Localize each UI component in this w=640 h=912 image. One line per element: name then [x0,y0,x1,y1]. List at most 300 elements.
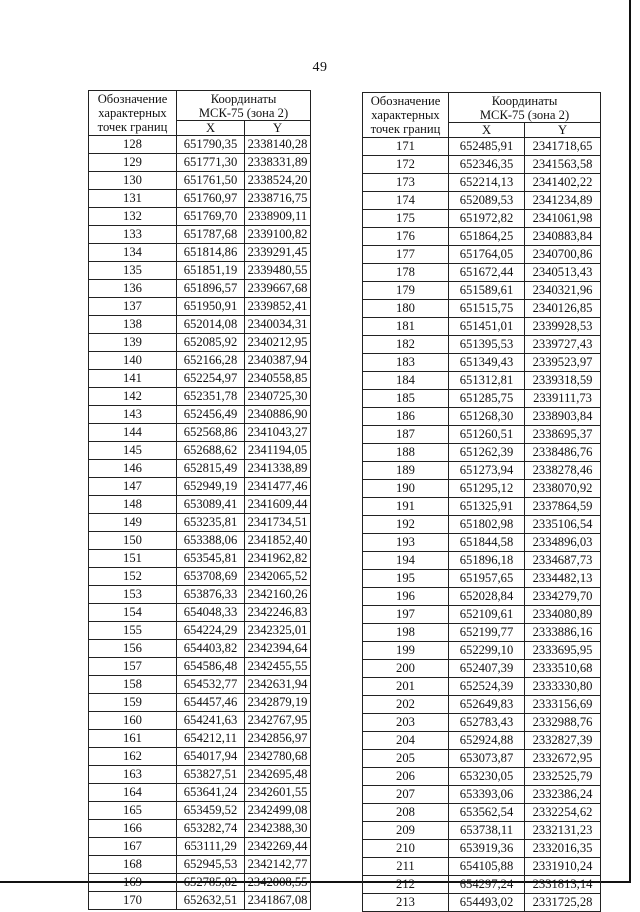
y-coordinate-cell: 2342160,26 [245,586,311,604]
point-number-cell: 206 [363,768,449,786]
point-number-cell: 158 [89,676,177,694]
x-coordinate-cell: 653073,87 [449,750,525,768]
x-coordinate-cell: 654224,29 [177,622,245,640]
x-coordinate-cell: 652109,61 [449,606,525,624]
table-row [89,262,311,280]
y-coordinate-cell: 2334896,03 [525,534,601,552]
table-row [89,820,311,838]
table-row [89,712,311,730]
y-coordinate-cell: 2340725,30 [245,388,311,406]
y-coordinate-cell: 2341477,46 [245,478,311,496]
table-row [363,696,601,714]
point-number-cell: 179 [363,282,449,300]
table-row [363,642,601,660]
y-coordinate-cell: 2334279,70 [525,588,601,606]
x-coordinate-cell: 651764,05 [449,246,525,264]
point-number-cell: 137 [89,298,177,316]
table-row [363,786,601,804]
y-coordinate-cell: 2338070,92 [525,480,601,498]
table-row [363,606,601,624]
y-coordinate-cell: 2341234,89 [525,192,601,210]
table-row [363,534,601,552]
y-coordinate-cell: 2333510,68 [525,660,601,678]
x-coordinate-cell: 651790,35 [177,136,245,154]
table-row [89,244,311,262]
point-number-cell: 173 [363,174,449,192]
point-number-cell: 192 [363,516,449,534]
table-row [363,372,601,390]
x-coordinate-cell: 652085,92 [177,334,245,352]
x-coordinate-cell: 652254,97 [177,370,245,388]
y-coordinate-cell: 2340513,43 [525,264,601,282]
designation-header [89,91,177,136]
table-row [363,210,601,228]
point-number-cell: 129 [89,154,177,172]
y-coordinate-cell: 2341962,82 [245,550,311,568]
y-header: Y [245,121,311,136]
y-coordinate-cell: 2342879,19 [245,694,311,712]
x-coordinate-cell: 651349,43 [449,354,525,372]
y-coordinate-cell: 2339852,41 [245,298,311,316]
table-row [363,804,601,822]
y-coordinate-cell: 2342065,52 [245,568,311,586]
table-row [363,876,601,894]
y-coordinate-cell: 2332525,79 [525,768,601,786]
x-coordinate-cell: 653641,24 [177,784,245,802]
y-coordinate-cell: 2340883,84 [525,228,601,246]
y-coordinate-cell: 2334482,13 [525,570,601,588]
point-number-cell: 195 [363,570,449,588]
y-coordinate-cell: 2342601,55 [245,784,311,802]
point-number-cell: 145 [89,442,177,460]
x-coordinate-cell: 652632,51 [177,892,245,910]
table-row [363,660,601,678]
x-coordinate-cell: 654586,48 [177,658,245,676]
x-coordinate-cell: 653388,06 [177,532,245,550]
table-row [89,460,311,478]
table-row [363,228,601,246]
y-coordinate-cell: 2342767,95 [245,712,311,730]
y-coordinate-cell: 2342695,48 [245,766,311,784]
point-number-cell: 139 [89,334,177,352]
table-row [89,676,311,694]
x-coordinate-cell: 653708,69 [177,568,245,586]
y-coordinate-cell: 2338695,37 [525,426,601,444]
point-number-cell: 164 [89,784,177,802]
table-row [89,424,311,442]
table-row [363,336,601,354]
table-body-right [363,138,601,912]
table-row [363,426,601,444]
table-row [89,766,311,784]
table-body-left [89,136,311,910]
point-number-cell: 176 [363,228,449,246]
x-coordinate-cell: 652166,28 [177,352,245,370]
y-coordinate-cell: 2342325,01 [245,622,311,640]
x-coordinate-cell: 654493,02 [449,894,525,912]
x-coordinate-cell: 652028,84 [449,588,525,606]
y-header: Y [525,123,601,138]
x-coordinate-cell: 651285,75 [449,390,525,408]
table-row [363,750,601,768]
table-row [89,514,311,532]
point-number-cell: 204 [363,732,449,750]
x-coordinate-cell: 651515,75 [449,300,525,318]
table-row [89,388,311,406]
table-row [89,478,311,496]
y-coordinate-cell: 2333886,16 [525,624,601,642]
table-row [363,516,601,534]
x-coordinate-cell: 652785,82 [177,874,245,892]
x-coordinate-cell: 651864,25 [449,228,525,246]
coordinates-header [177,91,311,121]
y-coordinate-cell: 2342780,68 [245,748,311,766]
y-coordinate-cell: 2331725,28 [525,894,601,912]
x-coordinate-cell: 652815,49 [177,460,245,478]
y-coordinate-cell: 2339480,55 [245,262,311,280]
coordinates-table-right [362,92,601,912]
table-row [363,138,601,156]
x-coordinate-cell: 651451,01 [449,318,525,336]
point-number-cell: 198 [363,624,449,642]
table-row [89,856,311,874]
y-coordinate-cell: 2342455,55 [245,658,311,676]
y-coordinate-cell: 2332827,39 [525,732,601,750]
x-coordinate-cell: 652485,91 [449,138,525,156]
table-row [363,264,601,282]
y-coordinate-cell: 2338716,75 [245,190,311,208]
x-coordinate-cell: 652456,49 [177,406,245,424]
table-row [89,730,311,748]
point-number-cell: 146 [89,460,177,478]
x-coordinate-cell: 652199,77 [449,624,525,642]
x-header: X [177,121,245,136]
y-coordinate-cell: 2341563,58 [525,156,601,174]
x-coordinate-cell: 652299,10 [449,642,525,660]
x-coordinate-cell: 653827,51 [177,766,245,784]
point-number-cell: 190 [363,480,449,498]
table-row [363,678,601,696]
x-coordinate-cell: 652949,19 [177,478,245,496]
x-coordinate-cell: 654297,24 [449,876,525,894]
y-coordinate-cell: 2342631,94 [245,676,311,694]
table-row [363,840,601,858]
x-coordinate-cell: 651760,97 [177,190,245,208]
table-row [89,154,311,172]
table-row [89,280,311,298]
table-row [363,390,601,408]
table-row [363,480,601,498]
coordinates-header-line: Координаты [210,91,277,106]
table-row [363,282,601,300]
x-coordinate-cell: 652945,53 [177,856,245,874]
table-row [89,190,311,208]
coordinates-header-line: Координаты [491,93,558,108]
y-coordinate-cell: 2334687,73 [525,552,601,570]
x-coordinate-cell: 653111,29 [177,838,245,856]
point-number-cell: 203 [363,714,449,732]
point-number-cell: 171 [363,138,449,156]
point-number-cell: 141 [89,370,177,388]
table-row [363,894,601,912]
point-number-cell: 207 [363,786,449,804]
y-coordinate-cell: 2342499,08 [245,802,311,820]
x-coordinate-cell: 653562,54 [449,804,525,822]
table-row [363,408,601,426]
y-coordinate-cell: 2332386,24 [525,786,601,804]
point-number-cell: 170 [89,892,177,910]
designation-header [363,93,449,138]
point-number-cell: 194 [363,552,449,570]
table-row [89,136,311,154]
x-coordinate-cell: 651589,61 [449,282,525,300]
point-number-cell: 197 [363,606,449,624]
x-coordinate-cell: 651268,30 [449,408,525,426]
y-coordinate-cell: 2337864,59 [525,498,601,516]
x-coordinate-cell: 654403,82 [177,640,245,658]
point-number-cell: 151 [89,550,177,568]
point-number-cell: 152 [89,568,177,586]
point-number-cell: 169 [89,874,177,892]
designation-header-line: характерных [371,108,440,122]
table-row [363,858,601,876]
point-number-cell: 157 [89,658,177,676]
point-number-cell: 150 [89,532,177,550]
table-row [89,658,311,676]
table-row [89,334,311,352]
y-coordinate-cell: 2332254,62 [525,804,601,822]
point-number-cell: 132 [89,208,177,226]
table-row [89,370,311,388]
point-number-cell: 128 [89,136,177,154]
point-number-cell: 159 [89,694,177,712]
point-number-cell: 182 [363,336,449,354]
y-coordinate-cell: 2333156,69 [525,696,601,714]
y-coordinate-cell: 2340321,96 [525,282,601,300]
y-coordinate-cell: 2342394,64 [245,640,311,658]
y-coordinate-cell: 2339667,68 [245,280,311,298]
point-number-cell: 187 [363,426,449,444]
point-number-cell: 212 [363,876,449,894]
y-coordinate-cell: 2342269,44 [245,838,311,856]
y-coordinate-cell: 2341718,65 [525,138,601,156]
point-number-cell: 193 [363,534,449,552]
x-coordinate-cell: 652089,53 [449,192,525,210]
y-coordinate-cell: 2338331,89 [245,154,311,172]
y-coordinate-cell: 2339318,59 [525,372,601,390]
x-coordinate-cell: 652783,43 [449,714,525,732]
x-coordinate-cell: 652346,35 [449,156,525,174]
x-coordinate-cell: 651273,94 [449,462,525,480]
y-coordinate-cell: 2342388,30 [245,820,311,838]
y-coordinate-cell: 2341852,40 [245,532,311,550]
x-coordinate-cell: 652688,62 [177,442,245,460]
table-row [363,570,601,588]
table-row [89,172,311,190]
table-row [363,246,601,264]
table-row [89,568,311,586]
table-row [363,318,601,336]
y-coordinate-cell: 2333330,80 [525,678,601,696]
x-coordinate-cell: 654017,94 [177,748,245,766]
table-row [363,588,601,606]
x-coordinate-cell: 653545,81 [177,550,245,568]
y-coordinate-cell: 2339111,73 [525,390,601,408]
table-row [89,406,311,424]
y-coordinate-cell: 2341402,22 [525,174,601,192]
point-number-cell: 178 [363,264,449,282]
table-row [363,552,601,570]
table-row [89,838,311,856]
point-number-cell: 136 [89,280,177,298]
table-row [89,748,311,766]
y-coordinate-cell: 2333695,95 [525,642,601,660]
point-number-cell: 166 [89,820,177,838]
point-number-cell: 149 [89,514,177,532]
point-number-cell: 147 [89,478,177,496]
point-number-cell: 209 [363,822,449,840]
point-number-cell: 161 [89,730,177,748]
point-number-cell: 183 [363,354,449,372]
x-coordinate-cell: 651851,19 [177,262,245,280]
y-coordinate-cell: 2341194,05 [245,442,311,460]
x-coordinate-cell: 651896,18 [449,552,525,570]
y-coordinate-cell: 2332672,95 [525,750,601,768]
y-coordinate-cell: 2342856,97 [245,730,311,748]
x-coordinate-cell: 652014,08 [177,316,245,334]
x-coordinate-cell: 651395,53 [449,336,525,354]
point-number-cell: 134 [89,244,177,262]
point-number-cell: 155 [89,622,177,640]
x-coordinate-cell: 652407,39 [449,660,525,678]
point-number-cell: 184 [363,372,449,390]
point-number-cell: 133 [89,226,177,244]
y-coordinate-cell: 2339727,43 [525,336,601,354]
table-row [363,732,601,750]
point-number-cell: 135 [89,262,177,280]
point-number-cell: 189 [363,462,449,480]
point-number-cell: 162 [89,748,177,766]
y-coordinate-cell: 2342246,83 [245,604,311,622]
y-coordinate-cell: 2341609,44 [245,496,311,514]
table-row [363,714,601,732]
x-coordinate-cell: 654457,46 [177,694,245,712]
y-coordinate-cell: 2338486,76 [525,444,601,462]
point-number-cell: 142 [89,388,177,406]
point-number-cell: 180 [363,300,449,318]
y-coordinate-cell: 2341734,51 [245,514,311,532]
table-row [363,192,601,210]
table-row [89,640,311,658]
table-row [89,694,311,712]
point-number-cell: 210 [363,840,449,858]
y-coordinate-cell: 2340558,85 [245,370,311,388]
point-number-cell: 172 [363,156,449,174]
x-coordinate-cell: 653282,74 [177,820,245,838]
point-number-cell: 130 [89,172,177,190]
table-row [363,768,601,786]
point-number-cell: 175 [363,210,449,228]
x-coordinate-cell: 654048,33 [177,604,245,622]
designation-header-line: точек границ [97,120,168,134]
point-number-cell: 167 [89,838,177,856]
point-number-cell: 191 [363,498,449,516]
y-coordinate-cell: 2339100,82 [245,226,311,244]
y-coordinate-cell: 2332988,76 [525,714,601,732]
y-coordinate-cell: 2339291,45 [245,244,311,262]
table-row [89,316,311,334]
y-coordinate-cell: 2338909,11 [245,208,311,226]
point-number-cell: 153 [89,586,177,604]
y-coordinate-cell: 2340034,31 [245,316,311,334]
table-row [363,156,601,174]
x-coordinate-cell: 652924,88 [449,732,525,750]
x-coordinate-cell: 654212,11 [177,730,245,748]
y-coordinate-cell: 2342008,55 [245,874,311,892]
point-number-cell: 200 [363,660,449,678]
x-coordinate-cell: 651896,57 [177,280,245,298]
x-coordinate-cell: 653876,33 [177,586,245,604]
designation-header-line: Обозначение [370,94,441,108]
x-header: X [449,123,525,138]
y-coordinate-cell: 2339928,53 [525,318,601,336]
y-coordinate-cell: 2332016,35 [525,840,601,858]
point-number-cell: 177 [363,246,449,264]
point-number-cell: 131 [89,190,177,208]
y-coordinate-cell: 2338140,28 [245,136,311,154]
x-coordinate-cell: 653393,06 [449,786,525,804]
y-coordinate-cell: 2331813,14 [525,876,601,894]
x-coordinate-cell: 651957,65 [449,570,525,588]
point-number-cell: 213 [363,894,449,912]
y-coordinate-cell: 2340387,94 [245,352,311,370]
y-coordinate-cell: 2341338,89 [245,460,311,478]
y-coordinate-cell: 2340126,85 [525,300,601,318]
y-coordinate-cell: 2340886,90 [245,406,311,424]
x-coordinate-cell: 653919,36 [449,840,525,858]
x-coordinate-cell: 651260,51 [449,426,525,444]
designation-header-line: характерных [98,106,167,120]
y-coordinate-cell: 2341043,27 [245,424,311,442]
point-number-cell: 156 [89,640,177,658]
x-coordinate-cell: 654105,88 [449,858,525,876]
x-coordinate-cell: 651761,50 [177,172,245,190]
table-row [89,496,311,514]
designation-header-line: точек границ [370,122,441,136]
table-row [89,442,311,460]
x-coordinate-cell: 651771,30 [177,154,245,172]
point-number-cell: 154 [89,604,177,622]
y-coordinate-cell: 2340700,86 [525,246,601,264]
x-coordinate-cell: 652568,86 [177,424,245,442]
x-coordinate-cell: 653230,05 [449,768,525,786]
point-number-cell: 205 [363,750,449,768]
y-coordinate-cell: 2332131,23 [525,822,601,840]
x-coordinate-cell: 652351,78 [177,388,245,406]
table-row [363,174,601,192]
x-coordinate-cell: 652524,39 [449,678,525,696]
table-row [363,462,601,480]
table-row [89,892,311,910]
point-number-cell: 168 [89,856,177,874]
table-row [89,586,311,604]
coordinates-table-left [88,90,311,910]
table-row [363,498,601,516]
point-number-cell: 181 [363,318,449,336]
table-row [89,604,311,622]
x-coordinate-cell: 651672,44 [449,264,525,282]
point-number-cell: 185 [363,390,449,408]
